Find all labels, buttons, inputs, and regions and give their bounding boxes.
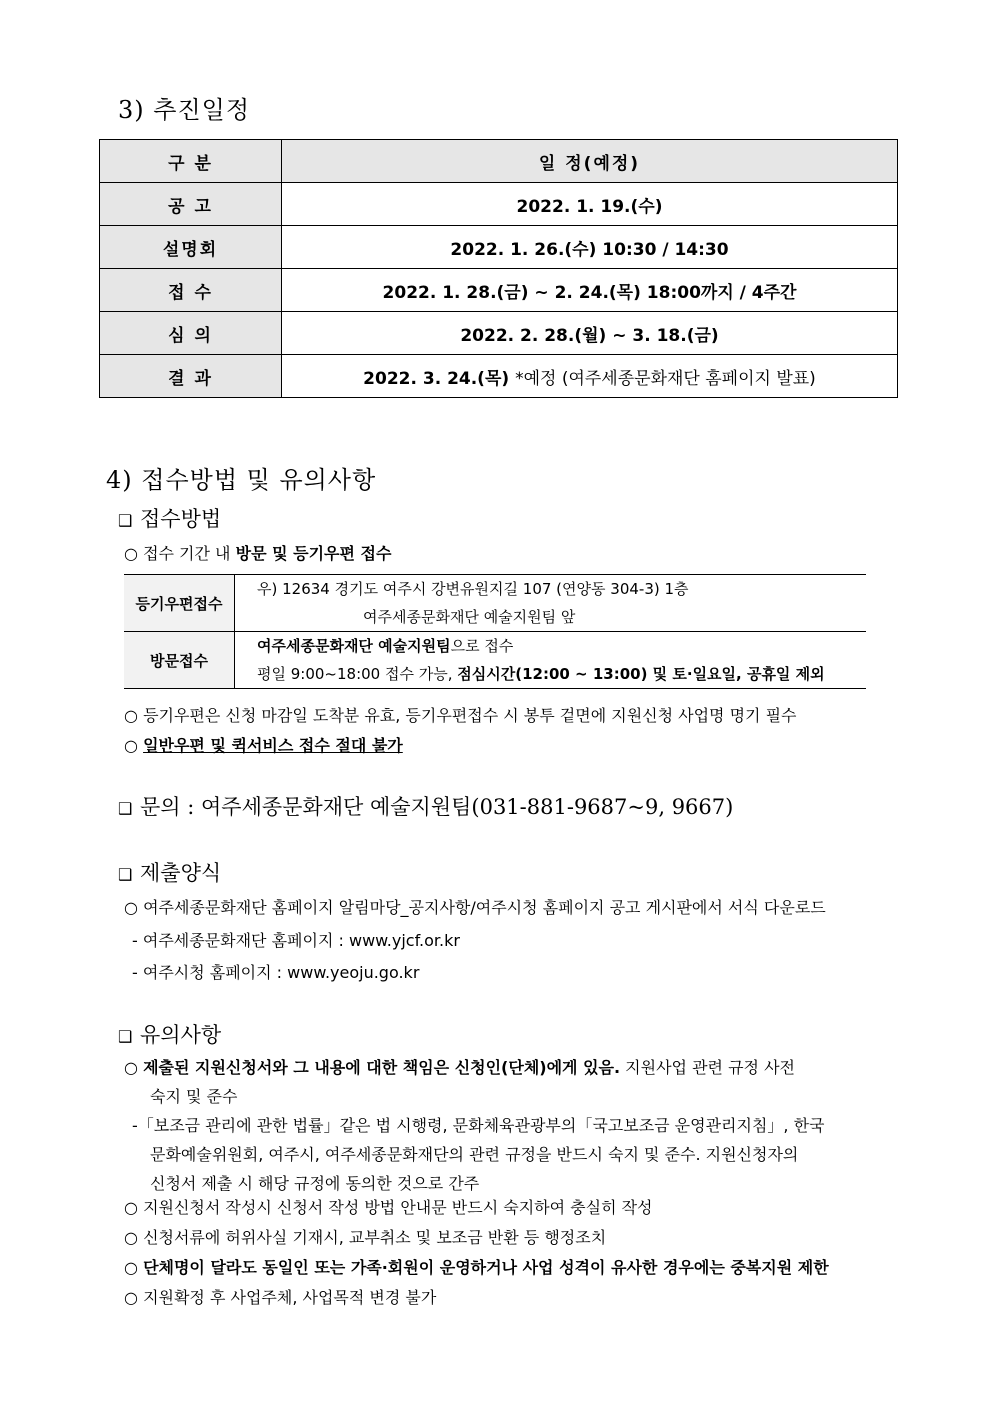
- square-bullet-icon: ❑: [118, 1027, 133, 1046]
- forms-line-1: [124, 895, 826, 918]
- row-label: 결 과: [100, 355, 282, 398]
- method-note-1-text: 등기우편은 신청 마감일 도착분 유효, 등기우편접수 시 봉투 겉면에 지원신청 사업명 명기 필수: [143, 706, 797, 725]
- header-cell: 일 정(예정): [282, 140, 898, 183]
- circle-bullet-icon: ○: [124, 898, 138, 917]
- header-cell: 구 분: [100, 140, 282, 183]
- forms-heading: [118, 857, 221, 887]
- row-label: 설명회: [100, 226, 282, 269]
- table-row: [100, 355, 898, 398]
- row-value: 2022. 2. 28.(월) ~ 3. 18.(금): [282, 312, 898, 355]
- result-date: 2022. 3. 24.(목): [363, 368, 516, 389]
- visit-label: 방문접수: [124, 632, 235, 689]
- method-note-2: [124, 733, 403, 756]
- visit-team: 여주세종문화재단 예술지원팀: [257, 637, 451, 655]
- circle-bullet-icon: ○: [124, 1258, 138, 1277]
- forms-line-1-text: 여주세종문화재단 홈페이지 알림마당_공지사항/여주시청 홈페이지 공고 게시판에서 서식 다운로드: [143, 898, 826, 917]
- circle-bullet-icon: ○: [124, 706, 138, 725]
- row-label: 심 의: [100, 312, 282, 355]
- method-line-bold: 방문 및 등기우편 접수: [235, 544, 392, 563]
- table-row: [124, 632, 866, 689]
- row-label: 접 수: [100, 269, 282, 312]
- circle-bullet-icon: ○: [124, 736, 138, 755]
- notes-item-3: [124, 1225, 606, 1248]
- method-note-2-text: 일반우편 및 퀵서비스 접수 절대 불가: [143, 736, 403, 755]
- table-row: [100, 140, 898, 183]
- inquiry-line: [118, 791, 733, 821]
- reception-table: [124, 574, 866, 689]
- circle-bullet-icon: ○: [124, 1058, 138, 1077]
- method-line: [124, 541, 391, 564]
- notes-item-1-cont: 숙지 및 준수: [150, 1087, 238, 1106]
- row-value: [282, 355, 898, 398]
- notes-item-1: [124, 1053, 899, 1111]
- notes-sub-1-line-2: 문화예술위원회, 여주시, 여주세종문화재단의 관련 규정을 반드시 숙지 및 준수. 지원신청자의: [150, 1145, 799, 1164]
- visit-value: [235, 632, 867, 689]
- circle-bullet-icon: ○: [124, 1288, 138, 1307]
- notes-heading: [118, 1019, 221, 1049]
- section4-title: 4) 접수방법 및 유의사항: [106, 466, 377, 494]
- notes-item-1-bold: 제출된 지원신청서와 그 내용에 대한 책임은 신청인(단체)에게 있음.: [143, 1058, 621, 1077]
- square-bullet-icon: ❑: [118, 865, 133, 884]
- forms-heading-text: 제출양식: [140, 861, 222, 885]
- notes-sub-1-line-1: -「보조금 관리에 관한 법률」같은 법 시행령, 문화체육관광부의「국고보조금 운영관리지침」, 한국: [132, 1116, 825, 1135]
- mail-label: 등기우편접수: [124, 575, 235, 632]
- row-label: 공 고: [100, 183, 282, 226]
- visit-exclusions: 점심시간(12:00 ~ 13:00) 및 토·일요일, 공휴일 제외: [457, 665, 825, 683]
- result-note: *예정 (여주세종문화재단 홈페이지 발표): [515, 368, 816, 389]
- visit-hours: 평일 9:00~18:00 접수 가능,: [257, 665, 458, 683]
- notes-item-1-rest: 지원사업 관련 규정 사전: [620, 1058, 795, 1077]
- notes-heading-text: 유의사항: [140, 1023, 222, 1047]
- square-bullet-icon: ❑: [118, 799, 133, 818]
- notes-item-4-text: 단체명이 달라도 동일인 또는 가족·회원이 운영하거나 사업 성격이 유사한 경우에는 중복지원 제한: [143, 1258, 829, 1277]
- notes-item-4: [124, 1255, 829, 1278]
- table-row: [100, 312, 898, 355]
- notes-item-5-text: 지원확정 후 사업주체, 사업목적 변경 불가: [143, 1288, 437, 1307]
- notes-item-5: [124, 1285, 436, 1308]
- forms-line-3: - 여주시청 홈페이지 : www.yeoju.go.kr: [132, 963, 420, 982]
- notes-sub-1-line-3: 신청서 제출 시 해당 규정에 동의한 것으로 간주: [150, 1174, 480, 1193]
- section3-title: 3) 추진일정: [118, 96, 250, 124]
- mail-value: [235, 575, 867, 632]
- circle-bullet-icon: ○: [124, 1228, 138, 1247]
- method-heading-text: 접수방법: [140, 507, 222, 531]
- row-value: 2022. 1. 28.(금) ~ 2. 24.(목) 18:00까지 / 4주간: [282, 269, 898, 312]
- schedule-table: [99, 139, 898, 398]
- row-value: 2022. 1. 19.(수): [282, 183, 898, 226]
- notes-item-2: [124, 1195, 653, 1218]
- method-heading: [118, 503, 221, 533]
- mail-address: 우) 12634 경기도 여주시 강변유원지길 107 (연양동 304-3) 1층: [257, 580, 689, 598]
- inquiry-text: 문의 : 여주세종문화재단 예술지원팀(031-881-9687~9, 9667): [140, 795, 734, 819]
- table-row: [100, 226, 898, 269]
- table-row: [100, 269, 898, 312]
- row-value: 2022. 1. 26.(수) 10:30 / 14:30: [282, 226, 898, 269]
- notes-item-3-text: 신청서류에 허위사실 기재시, 교부취소 및 보조금 반환 등 행정조치: [143, 1228, 607, 1247]
- square-bullet-icon: ❑: [118, 511, 133, 530]
- circle-bullet-icon: ○: [124, 544, 138, 563]
- method-note-1: [124, 703, 797, 726]
- notes-item-2-text: 지원신청서 작성시 신청서 작성 방법 안내문 반드시 숙지하여 충실히 작성: [143, 1198, 653, 1217]
- notes-sub-1: [132, 1111, 902, 1198]
- table-row: [124, 575, 866, 632]
- mail-recipient: 여주세종문화재단 예술지원팀 앞: [363, 608, 576, 626]
- visit-team-rest: 으로 접수: [450, 637, 514, 655]
- method-line-prefix: 접수 기간 내: [143, 544, 236, 563]
- circle-bullet-icon: ○: [124, 1198, 138, 1217]
- forms-line-2: - 여주세종문화재단 홈페이지 : www.yjcf.or.kr: [132, 931, 460, 950]
- table-row: [100, 183, 898, 226]
